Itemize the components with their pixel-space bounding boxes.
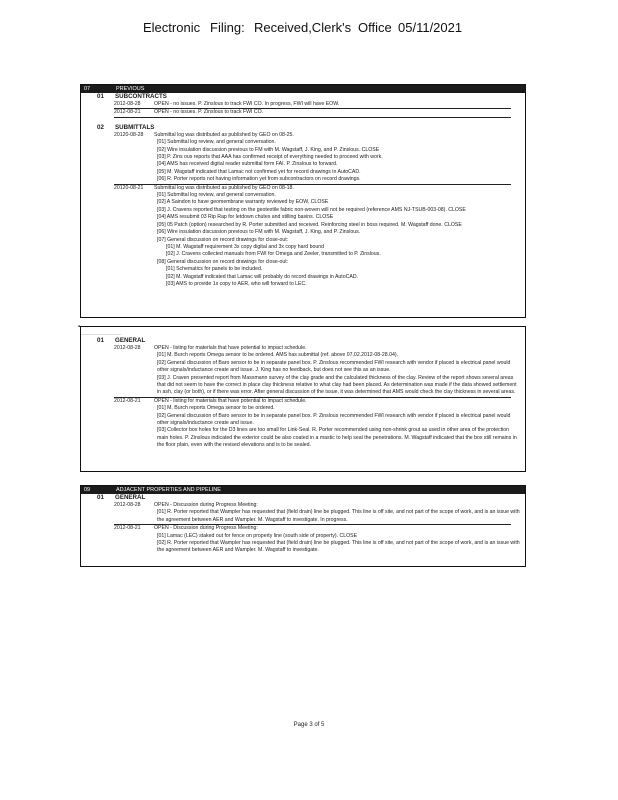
entry-line: [02] A Saindon to have geomembrane warranty reviewed by EOW. CLOSE	[157, 199, 329, 206]
entry-line: [05] 05 Patch (option) researched by R. Porter submitted and received. Reinforcing steel in boss required. M. Wagstaff done. CLOSE	[157, 221, 462, 228]
stamp-word-filing: Filing:	[210, 20, 245, 35]
entry-line: [02] General discussion of Baro sensor to be in separate panel box. P. Zinslous recommended FWI research with vendor if placed is electrical panel would other signals/inductance create and issue. J. King has no feedback, but does not see this as an issue.	[157, 359, 511, 374]
entry-subcontracts-1	[81, 101, 525, 108]
entry-line: [06] Wire insulation discussion previous to FM with M. Wagstaff, J. King, and P. Zinslous.	[157, 229, 361, 236]
entry-line: [03] J. Craven presented report from Massmann survey of the clay grade and the calculated thickness of the clay. Review of the report shows several areas that did not seem to have the correct in place clay thickness relative to what clay had been placed. As determination was made if the data showed settlement in ash, clay (or both), or if there was error. After general discussion of the issue, it was determined that AMS would check the clay thickness in several areas.	[157, 374, 517, 396]
section-header	[81, 486, 525, 494]
category-name: GENERAL	[115, 494, 146, 501]
section-general-08	[80, 326, 526, 472]
entry-date: 2012-08-21	[114, 525, 141, 532]
category-number: 01	[97, 93, 104, 100]
entry-line: [02] Wire insulation discussion previous to FM with M. Wagstaff, J. King, and P. Zinslous. CLOSE	[157, 146, 380, 153]
entry-line: [01] Lamac (LEC) staked out for fence on property line (south side of property). CLOSE	[157, 532, 358, 539]
section-adjacent-properties	[80, 485, 526, 567]
entry-line: [04] AMS has received digital reader submittal form FAI. P. Zinslous to forward.	[157, 161, 338, 168]
entry-line: [02] General discussion of Baro sensor to be in separate panel box. P. Zinslous recommended FWI research with vendor if placed is electrical panel would other signals/inductance create and issue.	[157, 412, 511, 427]
entry-date: 2012-08-28	[114, 101, 141, 107]
section-number: 09	[84, 487, 91, 493]
entry-subcontracts-2	[81, 109, 525, 116]
section-08-tick: ▪	[78, 324, 81, 330]
entry-line: Submittal log was distributed as published by GEO on 08-18.	[154, 184, 294, 191]
entry-line: [03] J. Cravens reported that testing on the geotextile fabric non-woven will not be required (reference AMS NJ-TSUB-003-08). CLOSE	[157, 206, 466, 213]
category-name: SUBMITTALS	[115, 123, 155, 131]
entry-submittals-2	[81, 185, 525, 289]
section-title: ADJACENT PROPERTIES AND PIPELINE	[116, 487, 221, 493]
entry-subline: [02] J. Cravens collected manuals from FWI for Omega and Zeeler, transmitted to P. Zinslous.	[166, 251, 381, 258]
entry-adjacent-2	[81, 525, 525, 555]
entry-text: OPEN - no issues. P. Zinslous to track FWI CO.	[154, 109, 264, 116]
entry-date: 20120-08-21	[114, 184, 144, 191]
entry-line: [01] Submittal log review, and general conversation.	[157, 139, 276, 146]
entry-line: [01] M. Burch reports Omega sensor to be ordered. AMS has submittal (ref. above 07.02.2012-08-28.04).	[157, 352, 399, 359]
stamp-word-electronic: Electronic	[143, 20, 201, 35]
category-name: GENERAL	[115, 337, 146, 344]
section-number: 07	[84, 86, 91, 92]
stamp-word-office: Office	[358, 20, 392, 35]
entry-line: OPEN - listing for materials that have potential to impact schedule.	[154, 345, 307, 351]
entry-line: OPEN - listing for materials that have potential to impact schedule.	[154, 397, 307, 404]
entry-line: [03] P. Zins ous reports that AAA has confirmed receipt of everything needed to proceed with work.	[157, 154, 383, 161]
category-general	[81, 494, 525, 502]
category-general	[81, 337, 525, 345]
entry-line: OPEN - Discussion during Progress Meeting:	[154, 525, 258, 532]
entry-general-2	[81, 398, 525, 450]
entry-line: [01] Submittal log review, and general conversation.	[157, 192, 276, 199]
category-subcontracts	[81, 93, 525, 101]
entry-adjacent-1	[81, 502, 525, 524]
stamp-word-received: Received,Clerk's	[254, 20, 352, 35]
entry-subline: [03] AMS to provide 1x copy to AER, who will forward to LEC.	[166, 280, 307, 287]
entry-line: [03] Collector box holes for the D3 lines are too small for Link-Seal. R. Porter recommended using non-shrink grout as used in other area of the protection main holes. P. Zinslous indicated the exterior could be also coated in a mastic to help seal the penetrations. M. Wagstaff indicated that the box still remains in the floor plain, even with the revised elevations and is to be sealed.	[157, 427, 517, 449]
entry-line: [01] R. Porter reported that Wampler has requested that (field drain) line be plugged. This line is off site, and not part of the scope of work, and is an issue with the agreement between AER and Wampler. M. Wagstaff to investigate. In progress.	[157, 509, 520, 523]
entry-general-1	[81, 345, 525, 397]
category-number: 01	[97, 337, 104, 344]
category-number: 02	[97, 123, 104, 131]
entry-subline: [01] M. Wagstaff requirement 3x copy digital and 3x copy hard bound	[166, 243, 325, 250]
entry-date: 2012-08-28	[114, 345, 141, 351]
entry-line: Submittal log was distributed as published by GEO on 08-25.	[154, 131, 294, 138]
entry-text: OPEN - no issues. P. Zinslous to track FWI CO. In progress, FWI will have EOW.	[154, 101, 340, 107]
entry-line: OPEN - Discussion during Progress Meeting:	[154, 502, 258, 508]
section-header	[81, 85, 525, 93]
category-submittals	[81, 124, 525, 132]
entry-line: [08] General discussion on record drawings for close-out:	[157, 258, 289, 265]
entry-line: [07] General discussion on record drawings for close-out:	[157, 236, 289, 243]
entry-date: 2012-08-28	[114, 502, 141, 508]
section-previous	[80, 84, 526, 318]
entry-line: [05] M. Wagstaff indicated that Lamac not confirmed yet for record drawings in AutoCAD.	[157, 168, 361, 175]
stamp-date: 05/11/2021	[398, 20, 463, 35]
entry-date: 2012-08-21	[114, 109, 141, 116]
entry-submittals-1	[81, 132, 525, 184]
entry-line: [04] AMS resubmit 03 Rip Rap for letdown chutes and stilling basins. CLOSE	[157, 214, 334, 221]
page-number: Page 3 of 5	[293, 722, 325, 728]
section-title: PREVIOUS	[116, 86, 145, 92]
entry-date: 20120-08-28	[114, 131, 144, 138]
entry-date: 2012-08-21	[114, 397, 141, 404]
entry-line: [06] R. Porter reports not having information yet from subcontractors on record drawings.	[157, 176, 361, 183]
entry-subline: [02] M. Wagstaff indicated that Lamac will probably do record drawings in AutoCAD.	[166, 273, 359, 280]
entry-line: [02] R. Porter reported that Wampler has requested that (field drain) line be plugged. This line is off site, and not part of the scope of work, and is an issue with the agreement between AER and Wampler. M. Wagstaff to investigate.	[157, 540, 520, 554]
entry-subline: [01] Schematics for panels to be included.	[166, 266, 263, 273]
category-name: SUBCONTRACTS	[115, 93, 167, 100]
category-number: 01	[97, 494, 104, 501]
entry-line: [01] M. Burch reports Omega sensor to be ordered.	[157, 405, 275, 412]
